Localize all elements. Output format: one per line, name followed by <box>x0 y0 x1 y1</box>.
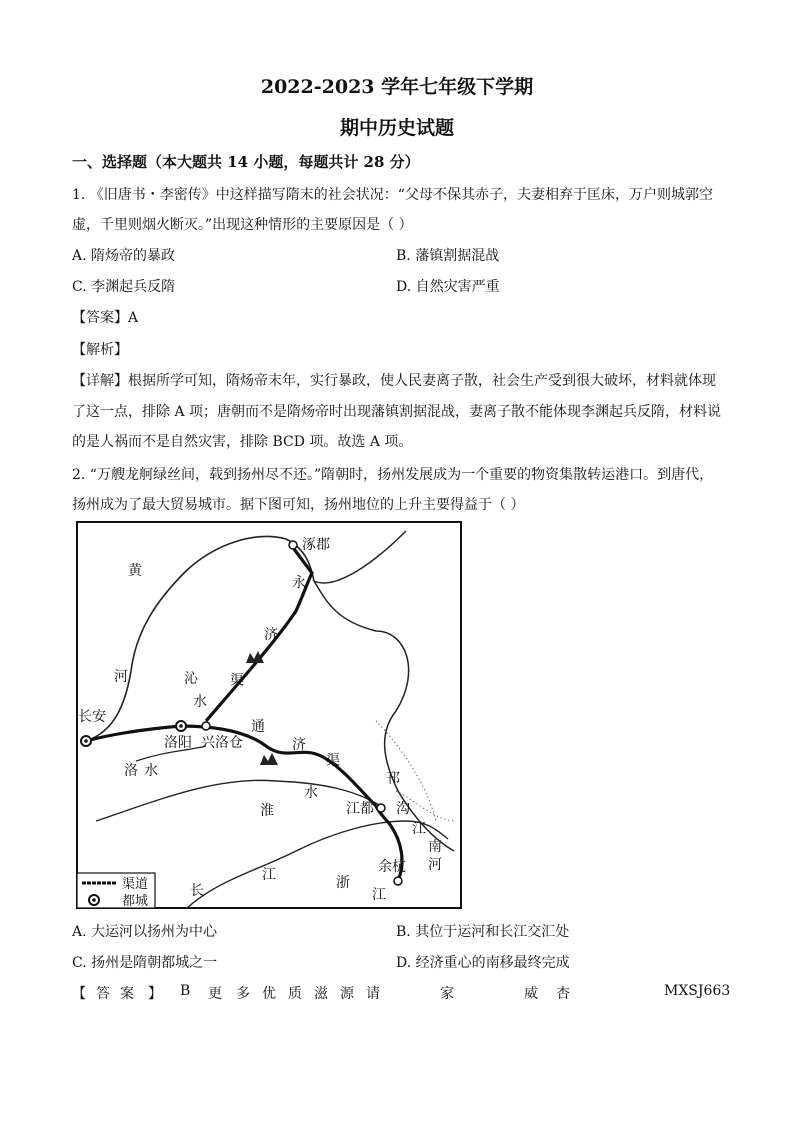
q1-option-d: D. 自然灾害严重 <box>396 279 500 295</box>
answer-token: 答 <box>96 986 110 1002</box>
map-label-jiang3: 江 <box>372 887 386 903</box>
q1-stem-line1: 1. 《旧唐书・李密传》中这样描写隋末的社会状况：“父母不保其赤子，夫妻相弃于匡床，万户则城郭空 <box>72 187 713 203</box>
answer-token: 滋 <box>314 986 328 1002</box>
map-label-yong: 永 <box>292 575 306 591</box>
q1-analysis-label: 【解析】 <box>72 342 128 358</box>
map-label-shui2: 水 <box>144 763 158 779</box>
answer-token: 案 <box>120 986 134 1002</box>
q1-detail-line1: 【详解】根据所学可知，隋炀帝末年，实行暴政，使人民妻离子散，社会生产受到很大破坏，材料就体现 <box>72 373 716 389</box>
q1-option-a: A. 隋炀帝的暴政 <box>72 248 176 264</box>
map-label-changan: 长安 <box>78 709 106 725</box>
answer-token: 威 <box>524 986 538 1002</box>
answer-token: 【 <box>72 986 86 1002</box>
map-label-huang: 黄 <box>128 563 142 579</box>
zhuojun-marker <box>289 541 297 549</box>
answer-token: 请 <box>366 986 380 1002</box>
answer-token: 杏 <box>556 986 570 1002</box>
map-label-gou: 沟 <box>396 801 410 817</box>
q2-option-a: A. 大运河以扬州为中心 <box>72 924 218 940</box>
map-label-zhuojun: 涿郡 <box>302 537 330 553</box>
q1-option-b: B. 藩镇割据混战 <box>396 248 500 264</box>
q2-option-b: B. 其位于运河和长江交汇处 <box>396 924 570 940</box>
map-label-tong: 通 <box>251 719 265 735</box>
yuhang-marker <box>394 877 402 885</box>
legend-capital-label: 都城 <box>122 894 149 909</box>
answer-token: 】 <box>148 986 162 1002</box>
jiangdu-marker <box>377 804 385 812</box>
answer-token: 家 <box>440 986 454 1002</box>
q1-detail-line3: 的是人祸而不是自然灾害，排除 BCD 项。故选 A 项。 <box>72 434 413 450</box>
map-label-shui3: 水 <box>304 785 318 801</box>
xingluocang-marker <box>202 722 210 730</box>
section-heading: 一、选择题（本大题共 14 小题，每题共计 28 分） <box>72 153 420 171</box>
legend-canal-label: 渠道 <box>122 877 149 892</box>
map-label-yuhang: 余杭 <box>378 859 406 875</box>
answer-token: 多 <box>236 986 250 1002</box>
answer-token: 源 <box>340 986 354 1002</box>
q1-detail-line2: 了这一点，排除 A 项；唐朝而不是隋炀帝时出现藩镇割据混战，妻离子散不能体现李渊起兵反隋，材料说 <box>72 404 722 420</box>
map-label-qu1: 渠 <box>230 673 244 689</box>
q1-answer: 【答案】A <box>72 310 139 326</box>
map-label-jiang1: 江 <box>412 821 426 837</box>
map-label-huai: 淮 <box>260 803 274 819</box>
answer-token: 质 <box>288 986 302 1002</box>
map-label-luo: 洛 <box>124 763 138 779</box>
q2-stem-line1: 2. “万艘龙舸绿丝间，载到扬州尽不还。”隋朝时，扬州发展成为一个重要的物资集散转运港口。到唐代， <box>72 467 714 483</box>
answer-token: 优 <box>262 986 276 1002</box>
map-label-ji1: 济 <box>264 627 278 643</box>
map-label-luoyang: 洛阳 <box>164 735 192 751</box>
answer-token: B <box>180 983 191 999</box>
page-title-line2: 期中历史试题 <box>339 117 454 139</box>
map-label-he: 河 <box>114 669 128 685</box>
page-title-line1: 2022-2023 学年七年级下学期 <box>260 76 534 98</box>
map-label-qu2: 渠 <box>326 753 340 769</box>
map-label-shui1: 水 <box>193 694 207 710</box>
grand-canal-map <box>76 521 462 909</box>
map-label-xingluocang: 兴洛仓 <box>201 735 243 751</box>
q1-option-c: C. 李渊起兵反隋 <box>72 279 176 295</box>
answer-token: 更 <box>208 986 222 1002</box>
map-label-chang: 长 <box>190 883 204 899</box>
map-label-qin: 沁 <box>184 671 198 687</box>
q2-option-c: C. 扬州是隋朝都城之一 <box>72 955 218 971</box>
map-label-nan: 南 <box>428 839 442 855</box>
answer-token: MXSJ663 <box>664 983 731 999</box>
map-label-jiang2: 江 <box>262 867 276 883</box>
map-label-jiangdu: 江都 <box>346 801 374 817</box>
map-label-ji2: 济 <box>292 737 306 753</box>
map-label-han: 邗 <box>386 771 400 787</box>
map-label-he2: 河 <box>428 857 442 873</box>
q2-option-d: D. 经济重心的南移最终完成 <box>396 955 570 971</box>
q2-stem-line2: 扬州成为了最大贸易城市。据下图可知，扬州地位的上升主要得益于（ ） <box>72 497 525 513</box>
map-label-zhe: 浙 <box>336 875 350 891</box>
q1-stem-line2: 虚，千里则烟火断灭。”出现这种情形的主要原因是（ ） <box>72 217 413 233</box>
